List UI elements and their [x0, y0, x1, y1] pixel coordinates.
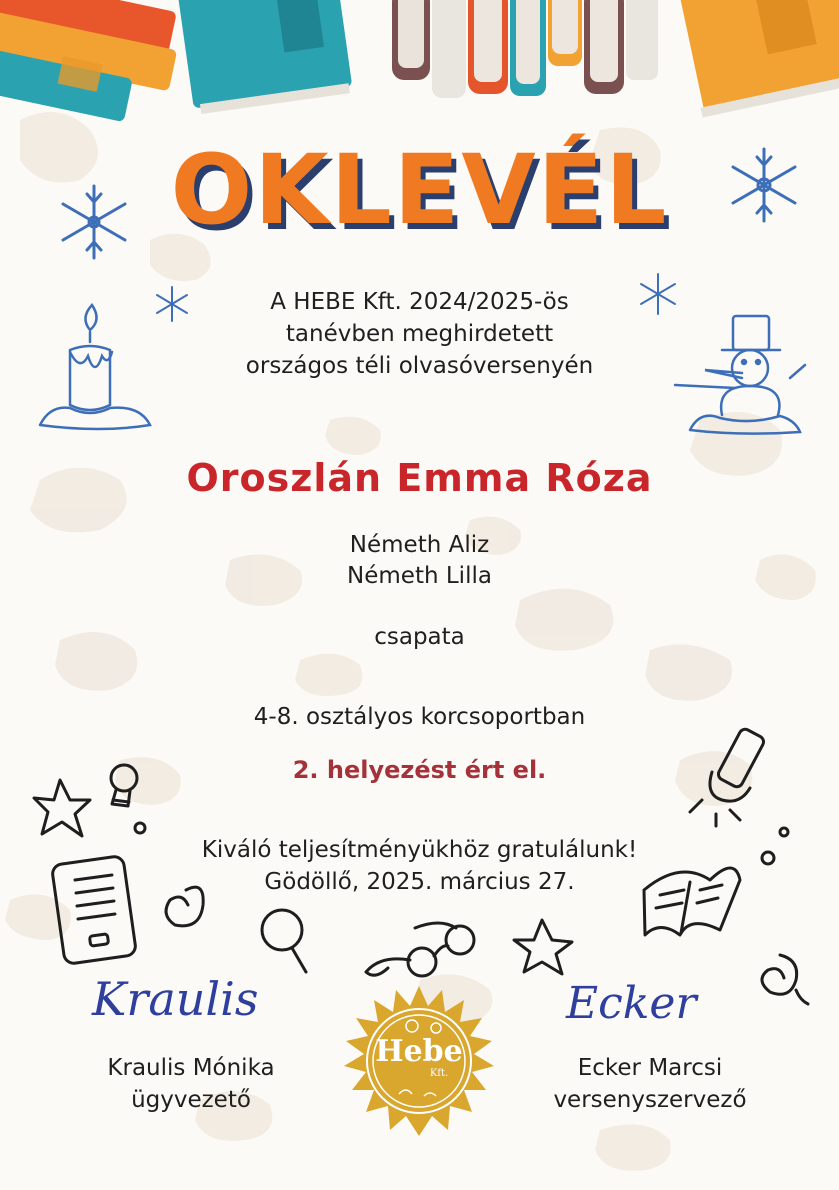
logo-subtext: Kft.: [429, 1068, 449, 1079]
congratulations: [0, 834, 839, 898]
certificate-title: OKLEVÉL: [170, 134, 669, 246]
result-text: 2. helyezést ért el.: [292, 756, 547, 784]
signatory-name: Ecker Marcsi: [577, 1055, 723, 1081]
intro-line: országos téli olvasóversenyén: [245, 353, 594, 379]
books-standing-icon: [392, 0, 658, 98]
signature-left: Kraulis: [92, 972, 259, 1026]
team-members: [0, 530, 839, 592]
magnifier-icon: [262, 910, 306, 972]
intro-line: tanévben meghirdetett: [285, 321, 554, 347]
star-icon: [34, 780, 90, 836]
member-name: Németh Aliz: [349, 532, 490, 558]
star-icon: [514, 920, 572, 974]
signatory-role: versenyszervező: [553, 1087, 747, 1113]
place-date: Gödöllő, 2025. március 27.: [264, 869, 575, 895]
intro-text: [0, 286, 839, 382]
congrats-line: Kiváló teljesítményükhöz gratulálunk!: [201, 837, 638, 863]
spiral-icon: [762, 955, 808, 1004]
intro-line: A HEBE Kft. 2024/2025-ös: [270, 289, 569, 315]
hebe-logo: [344, 986, 494, 1136]
book-orange-icon: [678, 0, 839, 117]
glasses-icon: [366, 923, 474, 976]
book-teal-icon: [177, 0, 352, 114]
signatory-name: Kraulis Mónika: [107, 1055, 275, 1081]
winner-name: Oroszlán Emma Róza: [186, 456, 653, 500]
signature-right: Ecker: [566, 978, 697, 1029]
logo-text: Hebe: [375, 1034, 463, 1069]
category-text: 4-8. osztályos korcsoportban: [253, 704, 586, 730]
signatory-role: ügyvezető: [131, 1087, 251, 1113]
team-label: csapata: [374, 624, 465, 650]
signatory-right: [500, 1052, 800, 1116]
books-stack-left-icon: [0, 0, 177, 122]
signatory-left: [41, 1052, 341, 1116]
member-name: Németh Lilla: [347, 563, 492, 589]
